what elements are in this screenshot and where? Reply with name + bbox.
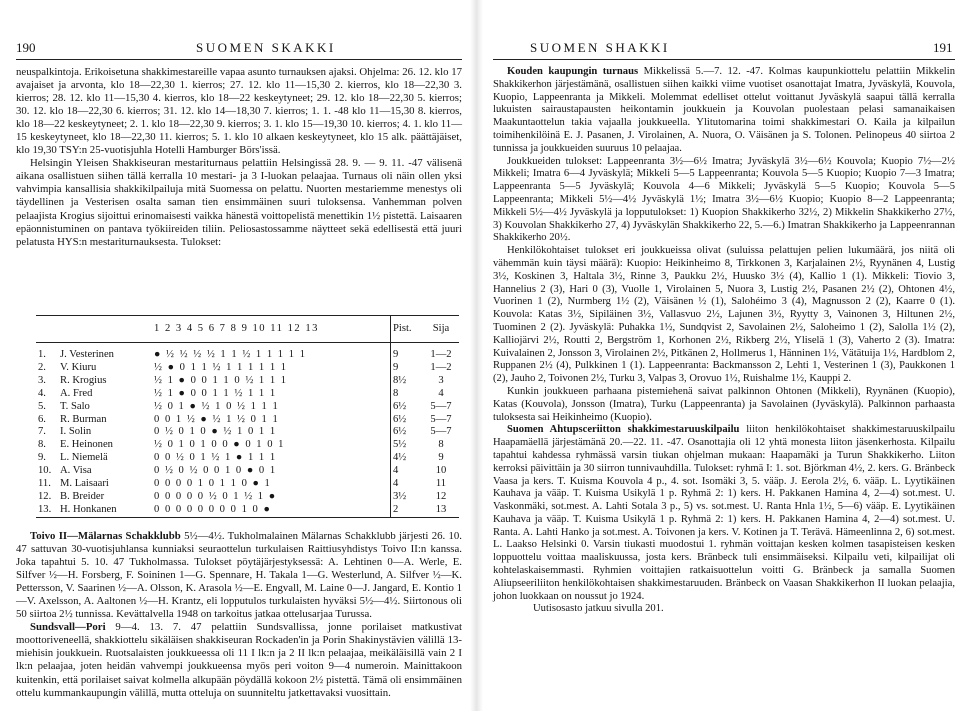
- player-name: [36, 343, 152, 362]
- player-name: [36, 504, 152, 517]
- aliupseeri-text: liiton henkilökohtaiset shakkimestaruuskilpailu Haapamäellä järjestämänä 20.—22. 11. -47. Osanottajia oli 12 yhtä monesta liiton jäsenkerhosta. Kilpailu tapahtui kahdessa ryhmässä varsin tiukan ohjelman mukaan: Haapamäki ja Turun Shakkikerho. Liiton kerroksi päivittäin ja 30 siirron tunnivauhdilla. Tulokset: ryhmä I: 1. sot. Björkman 4½, 2. kers. G. Bränbeck Vaasa ja kers. T. Kuisma Kouvola 4 p., 4. sot. Isomäki 3, 5. vääp. J. Eerola 2½, 6. vääp. L. Lyytikäinen Kauhava ja vääp. T. Kuisma Usikylä 1 p. Ryhmä 2: 1) kers. H. Pakkanen Hamina 4, 2—4) sot.mest. U. Vaskonmäki, sot.mest. A. Lahti Sotala 3 p., 5) vs. sot.mest. U. Ranta Hnla 1½, 5—6) vääp. E. Lyytikäinen Kauhava ja vääp. T. Kuisma Usikylä 1 p. Ryhmä 2: 1) kers. H. Pakkanen Hamina 4, 2—4) sot.mest. U. Ranta. A. Lahti Hanko ja sot.mest. A. Toivonen ja kers. V. Kotinen ja T. Terävä. Hämeenlinna 2, 6) sot.mest. L. Laakso Helsinki 0. Varsin tiukasti muodostui 1. ryhmän voittajan kesken kolmen tasapisteisen kesken loppuottelu voittaa maaliskuussa, josta kers. Bränbeck tuli ensimmäiseksi. Kilpailu veti, kilpailijat oli kohtelaskaisemmasti. Ryhmien voittajien ratkaisuottelun voitti G. Bränbeck ja samalla Suomen Aliupseeriliiton henkilökohtaisen shakkimestaruuden. Bränbeck on Vaasan Shakkikerhon II luokan pelaajia, johon luokkaan on noussut jo 1924.: [493, 424, 956, 602]
- player-name: [36, 491, 152, 504]
- player-points: 2: [391, 504, 424, 517]
- personal-results-lead: Henkilökohtaiset tulokset: [507, 245, 619, 257]
- player-points: 5½: [391, 439, 424, 452]
- player-place: 5—7: [430, 400, 452, 412]
- player-place: 8: [438, 439, 444, 451]
- player-place: 5—7: [430, 413, 452, 425]
- player-number: 8.: [38, 439, 46, 451]
- player-place: 9: [438, 452, 444, 464]
- player-points: 4½: [391, 452, 424, 465]
- player-name-text: A. Fred: [60, 387, 93, 399]
- crosstable-header: [36, 316, 459, 343]
- player-points: 6½: [391, 414, 424, 427]
- kouvola-lead: Kouden kaupungin turnaus: [507, 66, 639, 77]
- crosstable-row: [36, 439, 459, 452]
- best-scorers: Kunkin joukkueen parhaana pistemiehenä saivat palkinnon Ohtonen (Mikkeli), Ryynänen (Kuopio), Katas (Kouvola), Jonsson (Imatra), Turku (Lappeenranta) ja Savolainen (Jyväskylä). Palkinnon parhaasta tuloksesta sai Heikinheimo (Kuopio).: [493, 385, 955, 423]
- page-gutter: [470, 0, 483, 711]
- player-place: 1—2: [430, 349, 452, 360]
- left-intro-p2: Helsingin Yleisen Shakkiseuran mestariturnaus pelattiin Helsingissä 28. 9. — 9. 11. -47 välisenä aikana osallistuen siihen tällä kerralla 10 mestari- ja 3 I-luokan pelaajaa. Turnaus oli näin ollen yksi vahvimpia kansallisia shakkikilpailuja mitä Suomessa on pelattu. Nuorten mestariemme menestys oli täydellinen ja Vesterisen osalta saman tien ensimmäinen suuri tuloksensa. Vanhemman polven pelaajista Krogius sijoittui erinomaisesti vaikka hänestä voittopelistä menettikin 1½ pistettä. Laisaaren epäonnistuminen on pantava työkiireiden tiliin. Peliosastossamme näytteet sekä edellisestä että juuri pelatusta HYS:n mestariturnauksesta. Tulokset:: [16, 157, 462, 248]
- player-scores: 0 ½ 0 1 0 ● ½ 1 0 1 1: [154, 426, 277, 438]
- player-scores: 0 0 0 0 0 ½ 0 1 ½ 1 ●: [154, 490, 277, 502]
- player-points: 4: [391, 478, 424, 491]
- player-number: 2.: [38, 361, 46, 373]
- crosstable-row: [36, 426, 459, 439]
- player-place: 12: [435, 490, 447, 502]
- crosstable-row: [36, 343, 459, 362]
- player-points: 9: [391, 362, 424, 375]
- player-number: 10.: [38, 465, 52, 477]
- player-name: [36, 426, 152, 439]
- aliupseeri-lead: Suomen Ahtupsceriitton shakkimestaruuskilpailu: [507, 424, 740, 436]
- player-scores: ½ 0 1 ● ½ 1 0 ½ 1 1 1: [154, 400, 280, 412]
- player-name: [36, 362, 152, 375]
- player-name: [36, 401, 152, 414]
- player-name-text: J. Vesterinen: [60, 349, 114, 360]
- crosstable-row: [36, 362, 459, 375]
- player-points: 6½: [391, 426, 424, 439]
- crosstable-row: [36, 375, 459, 388]
- player-number: 6.: [38, 413, 46, 425]
- player-name-text: H. Honkanen: [60, 503, 117, 515]
- player-number: 1.: [38, 349, 46, 360]
- player-scores: ½ ● 0 1 1 ½ 1 1 1 1 1 1: [154, 361, 288, 373]
- right-running-head: SUOMEN SHAKKI: [530, 40, 670, 55]
- player-place: 5—7: [430, 426, 452, 438]
- player-name: [36, 375, 152, 388]
- header-points: Pist.: [391, 316, 424, 343]
- player-scores: 0 0 0 0 1 0 1 1 0 ● 1: [154, 478, 272, 490]
- left-running-head: SUOMEN SKAKKI: [196, 40, 336, 55]
- player-name: [36, 439, 152, 452]
- personal-results-text: eri joukkueissa olivat (suluissa pelattujen pelien lukumäärä, jos niitä oli vähemmän kuin täysi määrä): Kuopio: Heikinheimo 8, Tirkkonen 3, Karjalainen 2½, Ryynänen 4, Lustig 3½, Koskinen 3, Haltala 3½, Rinne 3, Paukku 2½, Huusko 3½ (4), Kallio 1 (1). Mikkeli: Tiovio 3, Hannelius 2 (3), Hari 0 (3), Vuolle 1, Virolainen 5, Nuora 3, Lustig 2½, Pasanen 2½ (2), Ohtonen 4½, Vuorinen 1 (2), Nurmberg 1½ (2), Väisänen ½ (1), Salohéimo 3 (4), Magnusson 2 (2), Kaarre 0 (1). Kouvola: Katas 3½, Sipiläinen 3½, Vallasvuo 2½, Lajunen 3½, Ryytty 3, Vainonen 3, Hiltunen 2½, Tuominen 2 (2). Jyväskylä: Puhakka 1½, Sundqvist 2, Savolainen 2½, Saloheimo 1 (2), Salolla 1½ (2), Kalliojärvi 2½, Routti 2, Bergström 1, Korhonen 2½, Rikberg 2½, Yliselä 1 (3), Vaherto 2 (3). Imatra: Kuivalainen 2, Jonsson 3, Virolainen 2½, Pitkänen 2, Hollmerus 1, Hänninen 1½, Vätätuija 1½, Hardblom 2, Ruppanen 2½ (4), Pulkkinen 1 (1). Lappeenranta: Backmansson 2, Lehti 1, Vesterinen 1 (3), Paukkonen 1 (2), Jauho 2, Toivonen 2½, Turku 3, Valpas 3, Orovuo 1½, Ruishalme 1½, Kauppi 2.: [493, 245, 955, 385]
- player-place: 11: [435, 478, 447, 490]
- player-place: 10: [435, 465, 447, 477]
- right-header-rule: [493, 59, 955, 60]
- player-number: 9.: [38, 452, 46, 464]
- header-place: Sija: [423, 316, 459, 343]
- player-number: 11.: [38, 478, 51, 490]
- crosstable-row: [36, 414, 459, 427]
- player-scores: 0 0 1 ½ ● ½ 1 ½ 0 1 1: [154, 413, 280, 425]
- crosstable-row: [36, 465, 459, 478]
- player-name-text: T. Salo: [60, 400, 90, 412]
- player-number: 4.: [38, 387, 46, 399]
- player-number: 5.: [38, 400, 46, 412]
- player-points: 4: [391, 465, 424, 478]
- player-name: [36, 452, 152, 465]
- sundsvall-lead: Sundsvall—Pori: [30, 621, 106, 634]
- crosstable-row: [36, 401, 459, 414]
- left-header-rule: [16, 59, 462, 60]
- continued-note: Uutisosasto jatkuu sivulla 201.: [533, 603, 664, 615]
- team-results: Joukkueiden tulokset: Lappeenranta 3½—6½ Imatra; Jyväskylä 3½—6½ Kouvola; Kuopio 7½—2½ Mikkeli; Imatra 6—4 Jyväskylä; Mikkeli 5—5 Lappeenranta; Kouvola 5—5 Kuopio; Kuopio 7—3 Imatra; Lappeenranta 5—5 Jyväskylä; Kouvola 4—6 Mikkeli; Jyväskylä 5—5 Kuopio; Kouvola 5—5 Lappeenranta; Mikkeli 5½—4½ Jyväskylä 1½; Imatra 3½—6½ Kuopio; Kuopio 8—2 Lappeenranta; Mikkeli 5½—4½ Jyväskylä ja lopputulokset: 1) Kuopion Shakkikerho 32½, 2) Mikkelin Shakkikerho 27½, 3) Kouvolan Shakkikerho 27, 4) Jyväskylän Shakkikerho 22, 5.—6.) Imatran Shakkikerho ja Lappeenrannan Shakkikerho 20½.: [493, 155, 955, 244]
- crosstable-row: [36, 491, 459, 504]
- right-page-number: 191: [933, 40, 953, 55]
- toivo-lead: Toivo II—Mälarnas Schakklubb: [30, 530, 181, 542]
- player-number: 12.: [38, 490, 52, 502]
- left-lower-column: [16, 530, 462, 700]
- player-points: 8½: [391, 375, 424, 388]
- crosstable-row: [36, 388, 459, 401]
- player-place: 1—2: [430, 361, 452, 373]
- right-page: [483, 0, 960, 711]
- player-place: 13: [423, 504, 459, 517]
- header-rounds: 1 2 3 4 5 6 7 8 9 10 11 12 13: [152, 316, 391, 343]
- crosstable-row: [36, 478, 459, 491]
- left-intro-column: [16, 66, 462, 249]
- player-scores: ½ 0 1 0 1 0 0 ● 0 1 0 1: [154, 439, 285, 451]
- player-name: [36, 388, 152, 401]
- player-place: 3: [438, 374, 444, 386]
- player-points: 9: [391, 343, 424, 362]
- crosstable-row: [36, 504, 459, 517]
- player-points: 8: [391, 388, 424, 401]
- player-name-text: R. Krogius: [60, 374, 107, 386]
- player-name: [36, 414, 152, 427]
- player-name-text: I. Solin: [60, 426, 92, 438]
- player-number: 7.: [38, 426, 46, 438]
- player-name-text: L. Niemelä: [60, 452, 108, 464]
- player-number: 13.: [38, 503, 52, 515]
- player-name-text: M. Laisaari: [60, 478, 109, 490]
- player-points: 6½: [391, 401, 424, 414]
- left-page-number: 190: [16, 40, 36, 55]
- player-points: 3½: [391, 491, 424, 504]
- player-scores: 0 ½ 0 ½ 0 0 1 0 ● 0 1: [154, 465, 277, 477]
- player-scores: ½ 1 ● 0 0 1 1 0 ½ 1 1 1: [154, 374, 288, 386]
- right-column: [493, 66, 955, 616]
- player-name-text: E. Heinonen: [60, 439, 113, 451]
- crosstable-row: [36, 452, 459, 465]
- player-name-text: R. Burman: [60, 413, 107, 425]
- player-place: 4: [438, 387, 444, 399]
- player-scores: ● ½ ½ ½ ½ 1 1 ½ 1 1 1 1 1: [154, 349, 307, 360]
- crosstable: [36, 315, 459, 518]
- toivo-text: 5½—4½. Tukholmalainen Mälarnas Schakklubb järjesti 26. 10. 47 sattuvan 30-vuotisjuhlansa kunniaksi seuraottelun turkulaisen Raittiusyhdistys Toivo II:n kanssa. Joka tapahtui 5. 10. 47 Tukholmassa. Tulokset pöytäjärjestyksessä: A. Lehtinen 0—A. Werle, E. Silfver ½—H. Forsberg, F. Soininen 1—G. Spennare, H. Takala 1—G. Westerlund, A. Silfver ½—K. Pettersson, V. Saarinen ½—A. Olsson, K. Arasola ½—E. Engvall, M. Laine 0—J. Jangard, E. Kontio 1—V. Axelsson, A. Aaltonen ½—H. Krantz, eli lopputulos turkulaisten hyväksi 5½—4½. Siirtonous oli 50 siirtoa 2½ tunnissa. Kevättalvella 1948 on tarkoitus jatkaa ottelusarjaa Turussa.: [16, 530, 462, 621]
- player-scores: ½ 1 ● 0 0 1 1 ½ 1 1 1: [154, 387, 277, 399]
- player-name: [36, 465, 152, 478]
- left-intro-p1: neuspalkintoja. Erikoisetuna shakkimestareille vapaa asunto turnauksen ajaksi. Ohjelma: 26. 12. klo 17 avajaiset ja arvonta, klo 18—22,30 1. kierros; 27. 12. klo 11—15,30 2. kierros, klo 18—22,30 3. kierros; 28. 12. klo 11—15,30 4. kierros, klo 18—22 keskeytyneet; 29. 12. klo 18—22,30 5. kierros; 30. 12. klo 18—22,30 6. kierros; 31. 12. klo 14—18,30 7. kierros; 1. 1. -48 klo 11—15,30 8. kierros, klo 18—22 keskeytyneet; 2. 1. klo 18—22,30 9. kierros; 3. 1. klo 15—19,30 10. kierros; 4. 1. klo 11—15 keskeytyneet, klo 18—22,30 11. kierros; 5. 1. klo 10 alkaen keskeytyneet, klo 15 alk. päättäjäiset, klo 19,30 TSY:n 25-vuotisjuhla Hotelli Hamburger Börs'issä.: [16, 66, 462, 157]
- kouvola-text: Mikkelissä 5.—7. 12. -47. Kolmas kaupunkiottelu pelattiin Mikkelin Shakkikerhon järjestämänä, osallistuen siihen kaikki viime vuotiset osanottajat Imatra, Jyväskylä, Kouvola, Kuopio, Lappeenranta ja Mikkeli. Molemmat edelliset ottelut voittanut Jyväskylä saapui tällä kerralla lukuisten sairaustapausten heikontamin joukkuein ja Kouvolan puolestaan pelasi samanaikaisen Maakuntaottelun takia vajaalla joukkueella. Ylitutomarina toimi shakkimestari O. Kaila ja kilpailun toimihenkilöinä E. J. Pasanen, J. Virolainen, A. Nuora, O. Väisänen ja S. Tolonen. Pelinopeus 40 siirtoa 2 tunnissa ja joukkueiden suuruus 10 pelaajaa.: [493, 66, 955, 154]
- player-number: 3.: [38, 374, 46, 386]
- player-scores: 0 0 0 0 0 0 0 0 1 0 ●: [152, 504, 391, 517]
- left-page: [0, 0, 470, 711]
- crosstable-body: [36, 343, 459, 518]
- header-name-cell: [36, 316, 152, 343]
- player-name-text: B. Breider: [60, 490, 105, 502]
- player-scores: 0 0 ½ 0 1 ½ 1 ● 1 1 1: [154, 452, 277, 464]
- player-name: [36, 478, 152, 491]
- player-name-text: A. Visa: [60, 465, 92, 477]
- player-name-text: V. Kiuru: [60, 361, 97, 373]
- sundsvall-text: 9—4. 13. 7. 47 pelattiin Sundsvallissa, jonne porilaiset matkustivat moottoriveneellä, shakkiottelu sikäläisen shakkiseuran Rockaden'in ja Porin Shakinystävien välillä 13-miehisin joukkuein. Ruotsalaisten joukkueessa oli 11 I lk:n ja 2 II lk:n pelaajaa, meikäläisillä vain 2 I lk:n pelaajaa, joten heidän vahvempi joukkueensa myös peri voiton 9—4 numeroin. Mainittakoon kuitenkin, että porilaiset saivat kolmella alkupään pöydällä kokoon 2½ pistettä. Tämä oli ensimmäinen ottelu kummankaupungin välillä, mutta otteluja on suunniteltu jatkettavaksi vuosittain.: [16, 621, 462, 699]
